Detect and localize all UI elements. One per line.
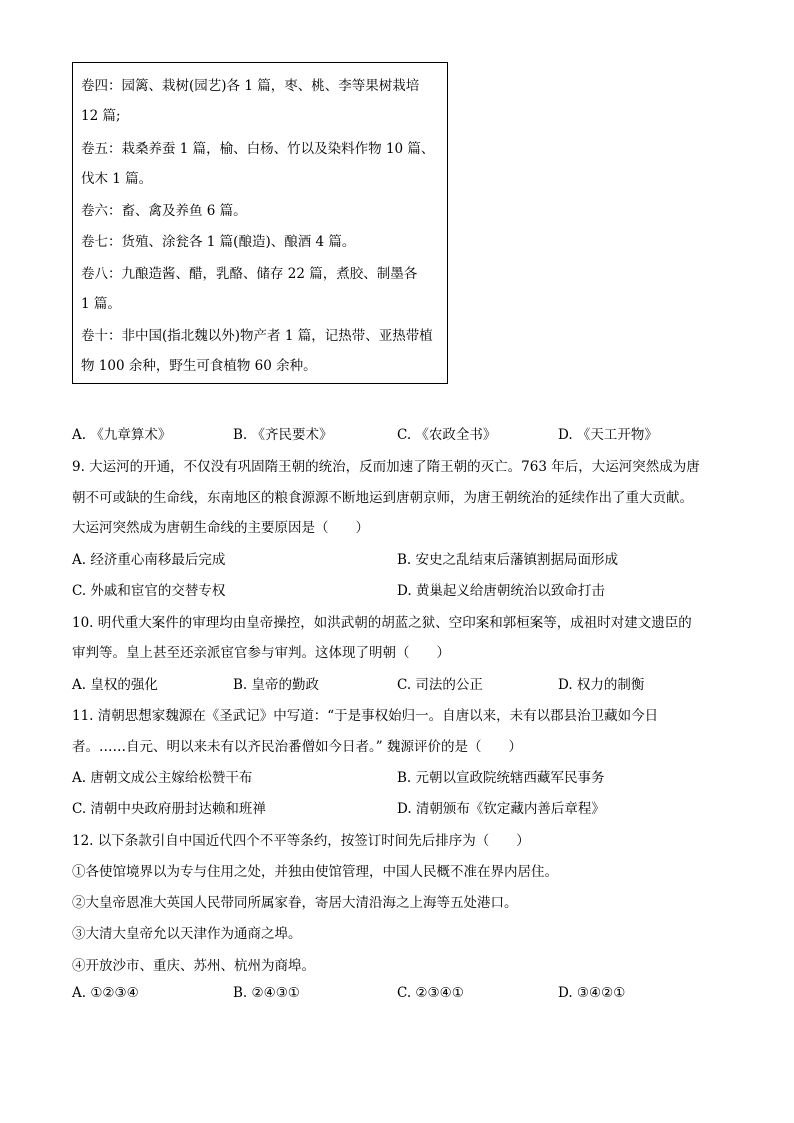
q12-option-a: A. ①②③④: [72, 985, 139, 1001]
q11-option-d: D. 清朝颁布《钦定藏内善后章程》: [397, 801, 605, 817]
q11-stem-line: 11. 清朝思想家魏源在《圣武记》中写道：“于是事权始归一。自唐以来，未有以郡县治卫藏如今日: [72, 708, 659, 724]
q10-option-a: A. 皇权的强化: [72, 677, 158, 693]
excerpt-line: 卷六：畜、禽及养鱼 6 篇。: [81, 203, 247, 219]
excerpt-line: 伐木 1 篇。: [81, 171, 153, 187]
q9-option-d: D. 黄巢起义给唐朝统治以致命打击: [397, 583, 605, 599]
q9-stem-line: 9. 大运河的开通，不仅没有巩固隋王朝的统治，反而加速了隋王朝的灭亡。763 年后，大运河突然成为唐: [72, 459, 700, 475]
excerpt-line: 12 篇;: [81, 108, 121, 124]
q12-clause-1: ①各使馆境界以为专与住用之处，并独由使馆管理，中国人民概不准在界内居住。: [72, 864, 558, 880]
excerpt-line: 卷七：货殖、涂瓮各 1 篇(酿造)、酿酒 4 篇。: [81, 234, 356, 250]
q12-clause-3: ③大清大皇帝允以天津作为通商之埠。: [72, 926, 302, 942]
q12-option-c: C. ②③④①: [397, 985, 464, 1001]
q12-option-d: D. ③④②①: [558, 985, 626, 1001]
q10-option-b: B. 皇帝的勤政: [233, 677, 320, 693]
q10-stem-line: 审判等。皇上甚至还亲派宦官参与审判。这体现了明朝（ ）: [72, 645, 450, 661]
q9-option-c: C. 外戚和宦官的交替专权: [72, 583, 226, 599]
q9-stem-line: 大运河突然成为唐朝生命线的主要原因是（ ）: [72, 520, 369, 536]
q12-option-b: B. ②④③①: [233, 985, 300, 1001]
q8-option-c: C. 《农政全书》: [397, 427, 497, 443]
q11-option-a: A. 唐朝文成公主嫁给松赞干布: [72, 770, 253, 786]
q8-option-d: D. 《天工开物》: [558, 427, 658, 443]
excerpt-line: 1 篇。: [81, 296, 121, 312]
q12-stem-line: 12. 以下条款引自中国近代四个不平等条约，按签订时间先后排序为（ ）: [72, 833, 530, 849]
q10-stem-line: 10. 明代重大案件的审理均由皇帝操控，如洪武朝的胡蓝之狱、空印案和郭桓案等，成祖时对建文遗臣的: [72, 615, 692, 631]
q11-stem-line: 者。……自元、明以来未有以齐民治番僧如今日者。” 魏源评价的是（ ）: [72, 739, 522, 755]
excerpt-line: 卷四：园篱、栽树(园艺)各 1 篇，枣、桃、李等果树栽培: [81, 78, 420, 94]
excerpt-line: 物 100 余种，野生可食植物 60 余种。: [81, 358, 317, 374]
q11-option-c: C. 清朝中央政府册封达赖和班禅: [72, 801, 266, 817]
q10-option-c: C. 司法的公正: [397, 677, 483, 693]
q9-option-b: B. 安史之乱结束后藩镇割据局面形成: [397, 552, 619, 568]
q10-option-d: D. 权力的制衡: [558, 677, 645, 693]
excerpt-line: 卷五：栽桑养蚕 1 篇，榆、白杨、竹以及染料作物 10 篇、: [81, 141, 435, 157]
q11-option-b: B. 元朝以宣政院统辖西藏军民事务: [397, 770, 605, 786]
q8-option-a: A. 《九章算术》: [72, 427, 172, 443]
q12-clause-4: ④开放沙市、重庆、苏州、杭州为商埠。: [72, 958, 315, 974]
q9-option-a: A. 经济重心南移最后完成: [72, 552, 226, 568]
q12-clause-2: ②大皇帝恩准大英国人民带同所属家眷，寄居大清沿海之上海等五处港口。: [72, 895, 518, 911]
q8-option-b: B. 《齐民要术》: [233, 427, 333, 443]
excerpt-line: 卷八：九酿造酱、醋，乳酪、储存 22 篇，煮胶、制墨各: [81, 266, 418, 282]
excerpt-line: 卷十：非中国(指北魏以外)物产者 1 篇，记热带、亚热带植: [81, 328, 433, 344]
q9-stem-line: 朝不可或缺的生命线，东南地区的粮食源源不断地运到唐朝京师，为唐王朝统治的延续作出了重大贡献。: [72, 490, 693, 506]
